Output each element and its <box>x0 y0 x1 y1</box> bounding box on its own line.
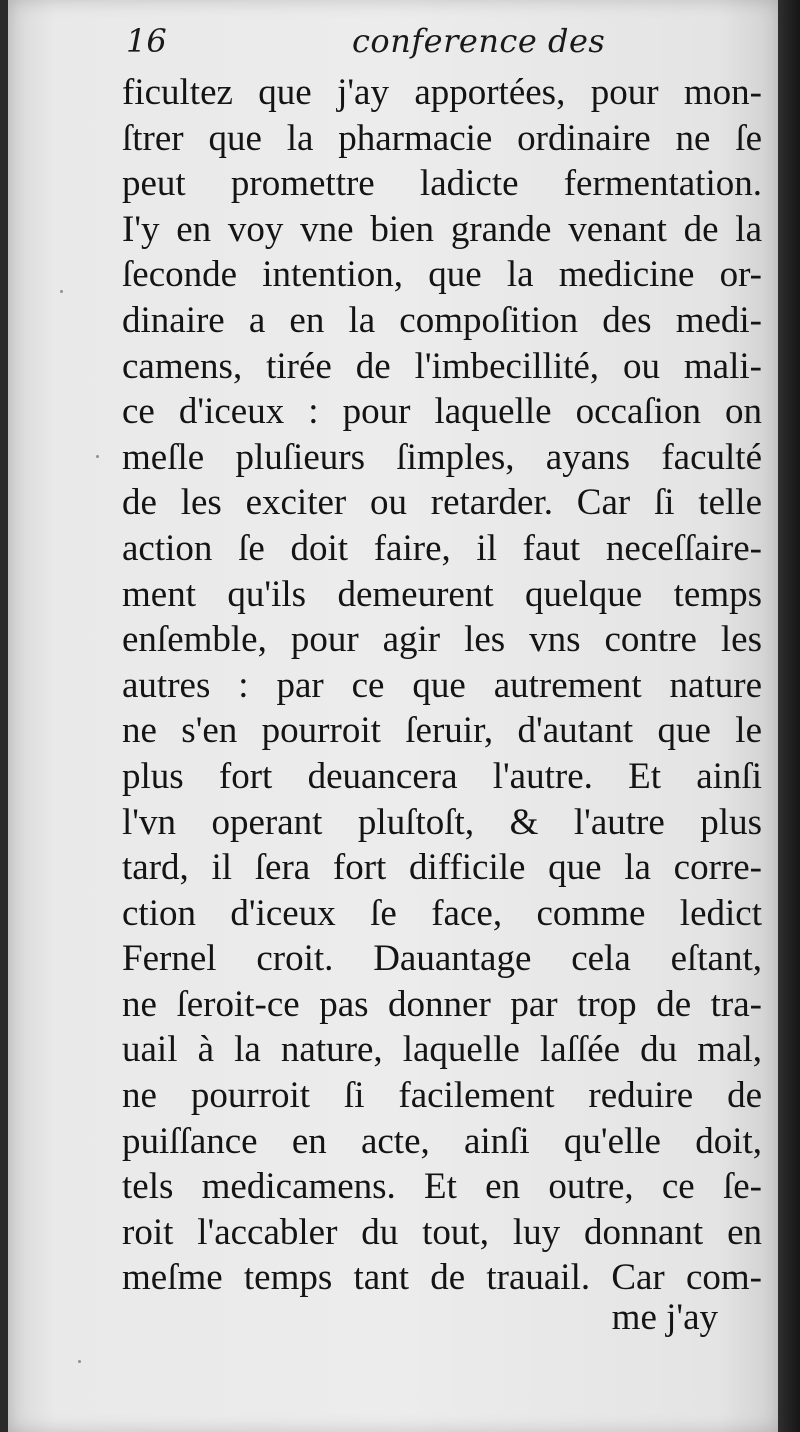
text-line: roit l'accabler du tout, luy donnant en <box>122 1211 762 1253</box>
text-line: ficultez que j'ay apportées, pour mon- <box>122 72 762 113</box>
text-line: ce d'iceux : pour laquelle occaſion on <box>122 391 762 433</box>
text-line: tard, il ſera fort difficile que la corre- <box>122 847 762 889</box>
text-line: ſtrer que la pharmacie ordinaire ne ſe <box>122 117 762 159</box>
paper-speck <box>78 1360 81 1363</box>
text-line: ne pourroit ſi facilement reduire de <box>122 1075 762 1117</box>
text-line: camens, tirée de l'imbecillité, ou mali- <box>122 345 762 387</box>
text-line: puiſſance en acte, ainſi qu'elle doit, <box>122 1120 762 1162</box>
text-line: autres : par ce que autrement nature <box>122 664 762 706</box>
paper-speck <box>60 290 63 293</box>
text-line: ction d'iceux ſe face, comme ledict <box>122 892 762 934</box>
text-line: ne s'en pourroit ſeruir, d'autant que le <box>122 710 762 752</box>
text-line: meſle pluſieurs ſimples, ayans faculté <box>122 436 762 478</box>
page-number: 16 <box>126 22 167 60</box>
text-line: tels medicamens. Et en outre, ce ſe- <box>122 1166 762 1208</box>
text-line: ment qu'ils demeurent quelque temps <box>122 573 762 615</box>
text-line: plus fort deuancera l'autre. Et ainſi <box>122 755 762 797</box>
text-line: peut promettre ladicte fermentation. <box>122 163 762 205</box>
text-line: dinaire a en la compoſition des medi- <box>122 299 762 341</box>
text-line: ſeconde intention, que la medicine or- <box>122 254 762 296</box>
text-line: action ſe doit faire, il faut neceſſaire- <box>122 527 762 569</box>
text-line: l'vn operant pluſtoſt, & l'autre plus <box>122 801 762 843</box>
text-line: I'y en voy vne bien grande venant de la <box>122 208 762 250</box>
text-line: de les exciter ou retarder. Car ſi telle <box>122 482 762 524</box>
running-title: conference des <box>352 22 606 60</box>
binding-shadow <box>778 0 800 1432</box>
book-page <box>8 0 780 1432</box>
text-line: ne ſeroit-ce pas donner par trop de tra- <box>122 983 762 1025</box>
text-line: enſemble, pour agir les vns contre les <box>122 619 762 661</box>
paper-speck <box>96 455 99 458</box>
text-line: meſme temps tant de trauail. Car com- <box>122 1257 762 1299</box>
text-line: Fernel croit. Dauantage cela eſtant, <box>122 938 762 980</box>
text-line: uail à la nature, laquelle laſſée du mal, <box>122 1029 762 1071</box>
catchword: me j'ay <box>611 1297 718 1338</box>
page-header <box>126 22 746 62</box>
body-text <box>122 70 762 1301</box>
